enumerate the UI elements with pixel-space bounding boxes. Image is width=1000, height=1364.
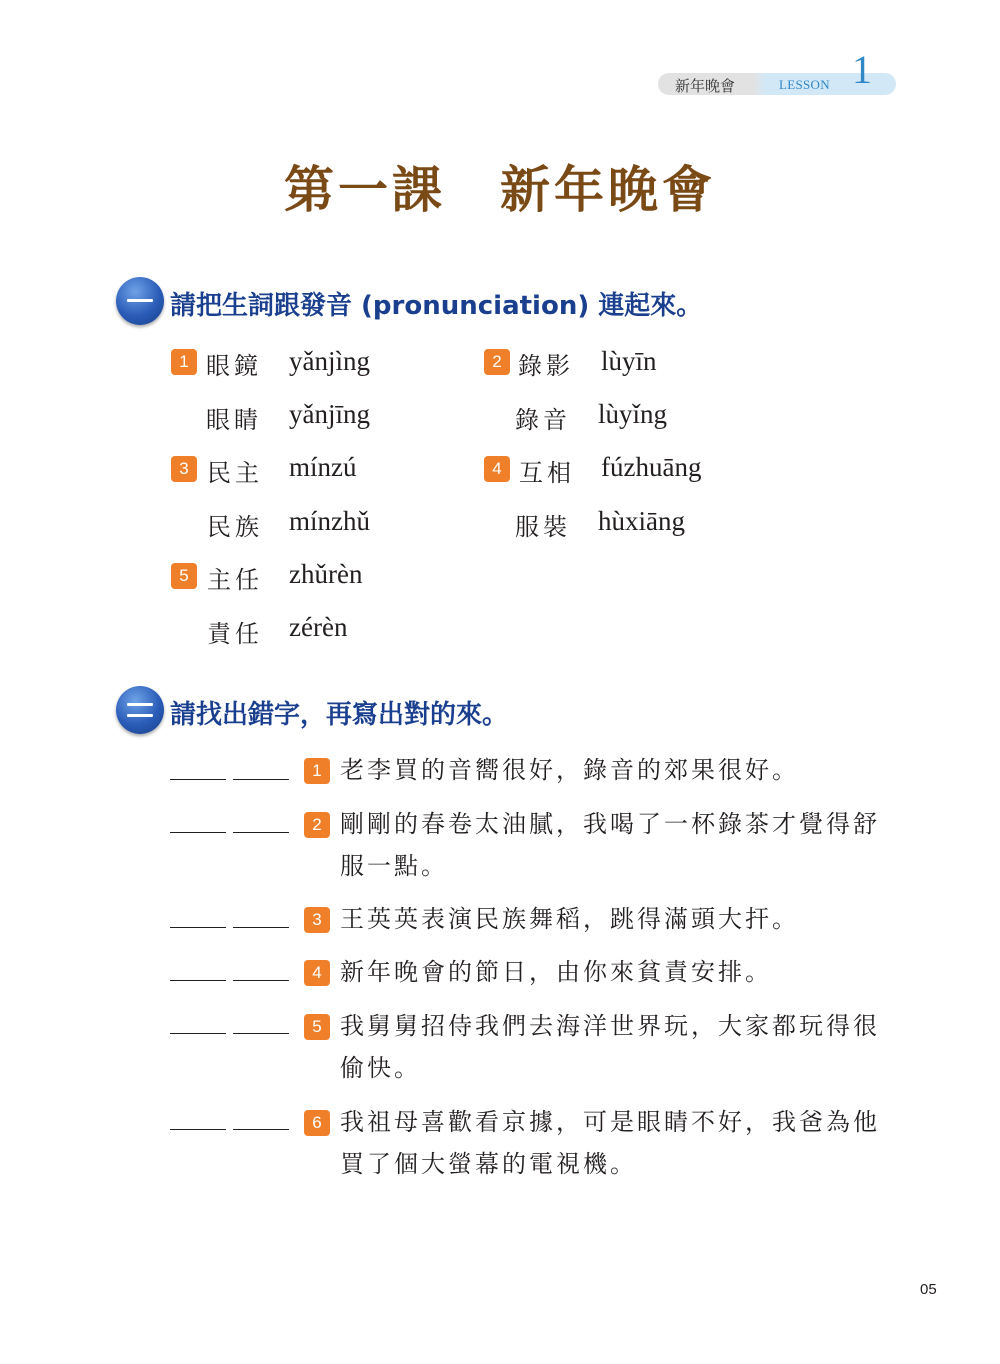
question-sentence: 剛剛的春卷太油膩，我喝了一杯錄茶才覺得舒 服一點。 bbox=[340, 810, 880, 880]
vocab-word: 服裝 bbox=[515, 513, 571, 541]
question-number-badge: 2 bbox=[304, 812, 330, 838]
item-number-badge: 2 bbox=[484, 349, 510, 375]
vocab-word: 主任 bbox=[207, 566, 263, 594]
vocab-word: 錄影 bbox=[518, 352, 574, 380]
lesson-tab-number: 1 bbox=[852, 47, 872, 92]
vocab-word: 錄音 bbox=[515, 406, 571, 434]
pinyin: hùxiāng bbox=[598, 506, 685, 536]
pinyin: yǎnjīng bbox=[289, 399, 370, 429]
answer-blank[interactable] bbox=[233, 779, 289, 780]
answer-blank[interactable] bbox=[233, 832, 289, 833]
question-sentence: 我舅舅招侍我們去海洋世界玩，大家都玩得很 偷快。 bbox=[340, 1012, 880, 1082]
vocab-word: 眼鏡 bbox=[206, 352, 262, 380]
question-number-badge: 5 bbox=[304, 1014, 330, 1040]
question-sentence: 老李買的音嚮很好，錄音的郊果很好。 bbox=[340, 756, 799, 784]
item-number-badge: 1 bbox=[171, 349, 197, 375]
answer-blank[interactable] bbox=[170, 779, 226, 780]
answer-blank[interactable] bbox=[170, 832, 226, 833]
item-number-badge: 5 bbox=[171, 563, 197, 589]
answer-blank[interactable] bbox=[233, 927, 289, 928]
question-number-badge: 4 bbox=[304, 960, 330, 986]
answer-blank[interactable] bbox=[233, 1033, 289, 1034]
item-number-badge: 3 bbox=[171, 456, 197, 482]
question-sentence: 我祖母喜歡看京據，可是眼睛不好，我爸為他 買了個大螢幕的電視機。 bbox=[340, 1108, 880, 1178]
vocab-word: 眼睛 bbox=[206, 406, 262, 434]
answer-blank[interactable] bbox=[170, 927, 226, 928]
pinyin: yǎnjìng bbox=[289, 346, 370, 376]
pinyin: zhǔrèn bbox=[289, 559, 363, 589]
page-number: 05 bbox=[920, 1281, 937, 1298]
pinyin: lùyīn bbox=[601, 346, 657, 376]
question-number-badge: 3 bbox=[304, 907, 330, 933]
answer-blank[interactable] bbox=[170, 1129, 226, 1130]
item-number-badge: 4 bbox=[484, 456, 510, 482]
section-two-heading: 請找出錯字，再寫出對的來。 bbox=[170, 700, 509, 730]
answer-blank[interactable] bbox=[233, 1129, 289, 1130]
vocab-word: 民主 bbox=[207, 459, 263, 487]
question-number-badge: 6 bbox=[304, 1110, 330, 1136]
vocab-word: 責任 bbox=[207, 620, 263, 648]
lesson-tab-label: LESSON bbox=[779, 77, 830, 92]
vocab-word: 民族 bbox=[207, 513, 263, 541]
vocab-word: 互相 bbox=[519, 459, 575, 487]
section-one-heading: 請把生詞跟發音 (pronunciation) 連起來。 bbox=[170, 291, 703, 321]
pinyin: fúzhuāng bbox=[601, 452, 702, 482]
pinyin: mínzú bbox=[289, 452, 357, 482]
question-sentence: 王英英表演民族舞稻，跳得滿頭大扞。 bbox=[340, 905, 799, 933]
answer-blank[interactable] bbox=[170, 980, 226, 981]
answer-blank[interactable] bbox=[233, 980, 289, 981]
answer-blank[interactable] bbox=[170, 1033, 226, 1034]
section-two-badge-icon bbox=[116, 686, 164, 734]
pinyin: lùyǐng bbox=[598, 399, 668, 429]
question-sentence: 新年晚會的節日，由你來貧責安排。 bbox=[340, 958, 772, 986]
pinyin: mínzhǔ bbox=[289, 506, 370, 536]
question-number-badge: 1 bbox=[304, 758, 330, 784]
pinyin: zérèn bbox=[289, 612, 348, 642]
page-title: 第一課 新年晚會 bbox=[284, 160, 716, 219]
lesson-tab-title: 新年晚會 bbox=[675, 77, 736, 95]
section-one-badge-icon bbox=[116, 277, 164, 325]
